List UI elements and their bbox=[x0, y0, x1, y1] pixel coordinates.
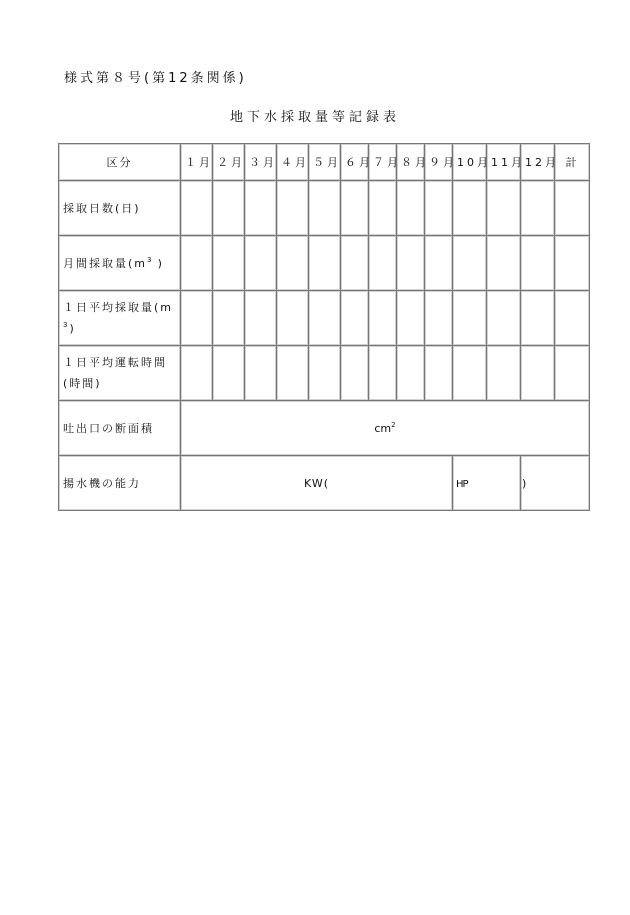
unit-text: cm bbox=[374, 421, 392, 435]
table-cell[interactable] bbox=[213, 236, 245, 291]
table-cell[interactable] bbox=[245, 291, 277, 346]
table-cell[interactable] bbox=[309, 236, 341, 291]
row-label-text: 月間採取量(m bbox=[63, 256, 148, 270]
row-label-monthly-volume bbox=[59, 236, 181, 291]
table-cell[interactable] bbox=[309, 291, 341, 346]
header-month-6: ６月 bbox=[341, 144, 369, 181]
table-cell[interactable] bbox=[245, 181, 277, 236]
table-cell[interactable] bbox=[397, 346, 425, 401]
table-cell[interactable] bbox=[425, 181, 453, 236]
table-cell[interactable] bbox=[213, 181, 245, 236]
header-month-8: ８月 bbox=[397, 144, 425, 181]
header-month-7: ７月 bbox=[369, 144, 397, 181]
table-cell[interactable] bbox=[453, 236, 487, 291]
table-cell[interactable] bbox=[369, 291, 397, 346]
table-row bbox=[59, 346, 590, 401]
table-cell[interactable] bbox=[555, 236, 590, 291]
row-label-daily-average-volume bbox=[59, 291, 181, 346]
table-cell[interactable] bbox=[425, 346, 453, 401]
table-cell[interactable] bbox=[277, 346, 309, 401]
header-total: 計 bbox=[555, 144, 590, 181]
table-cell[interactable] bbox=[181, 236, 213, 291]
table-cell[interactable] bbox=[369, 346, 397, 401]
table-row bbox=[59, 236, 590, 291]
table-cell[interactable] bbox=[487, 346, 521, 401]
row-label-pump-capacity: 揚水機の能力 bbox=[59, 456, 181, 511]
table-row bbox=[59, 291, 590, 346]
row-label-collection-days: 採取日数(日) bbox=[59, 181, 181, 236]
table-cell[interactable] bbox=[181, 291, 213, 346]
table-cell[interactable] bbox=[341, 236, 369, 291]
pump-close-cell bbox=[521, 456, 590, 511]
row-label-suffix: ) bbox=[153, 256, 164, 270]
pump-hp-value[interactable] bbox=[453, 456, 521, 511]
table-cell[interactable] bbox=[341, 181, 369, 236]
table-cell[interactable] bbox=[309, 181, 341, 236]
table-cell[interactable] bbox=[181, 181, 213, 236]
table-cell[interactable] bbox=[341, 291, 369, 346]
superscript: 2 bbox=[391, 420, 396, 429]
header-month-10: 10月 bbox=[453, 144, 487, 181]
row-label-suffix: ) bbox=[69, 322, 76, 335]
table-cell[interactable] bbox=[453, 181, 487, 236]
table-cell[interactable] bbox=[213, 291, 245, 346]
table-cell[interactable] bbox=[213, 346, 245, 401]
header-month-2: ２月 bbox=[213, 144, 245, 181]
table-cell[interactable] bbox=[277, 291, 309, 346]
header-category: 区分 bbox=[59, 144, 181, 181]
table-cell[interactable] bbox=[425, 291, 453, 346]
table-cell[interactable] bbox=[521, 181, 555, 236]
header-month-4: ４月 bbox=[277, 144, 309, 181]
table-cell[interactable] bbox=[521, 291, 555, 346]
superscript: 3 bbox=[147, 255, 154, 264]
outlet-area-value[interactable] bbox=[181, 401, 590, 456]
header-month-5: ５月 bbox=[309, 144, 341, 181]
row-label-outlet-area: 吐出口の断面積 bbox=[59, 401, 181, 456]
header-month-11: 11月 bbox=[487, 144, 521, 181]
form-title: 地下水採取量等記録表 bbox=[229, 110, 400, 125]
table-cell[interactable] bbox=[369, 181, 397, 236]
table-cell[interactable] bbox=[397, 181, 425, 236]
table-cell[interactable] bbox=[453, 346, 487, 401]
outlet-area-row bbox=[59, 401, 590, 456]
table-cell[interactable] bbox=[487, 181, 521, 236]
table-cell[interactable] bbox=[555, 291, 590, 346]
table-cell[interactable] bbox=[309, 346, 341, 401]
header-month-9: ９月 bbox=[425, 144, 453, 181]
kw-unit-text: KW( bbox=[304, 476, 329, 490]
table-cell[interactable] bbox=[555, 181, 590, 236]
header-month-3: ３月 bbox=[245, 144, 277, 181]
table-header-row bbox=[59, 144, 590, 181]
form-number: 様式第８号(第12条関係) bbox=[64, 71, 247, 86]
table-cell[interactable] bbox=[487, 291, 521, 346]
table-cell[interactable] bbox=[521, 236, 555, 291]
row-label-daily-average-hours: １日平均運転時間(時間) bbox=[59, 346, 181, 401]
header-month-12: 12月 bbox=[521, 144, 555, 181]
table-cell[interactable] bbox=[369, 236, 397, 291]
table-cell[interactable] bbox=[521, 346, 555, 401]
table-cell[interactable] bbox=[397, 291, 425, 346]
table-cell[interactable] bbox=[453, 291, 487, 346]
table-row bbox=[59, 181, 590, 236]
table-cell[interactable] bbox=[245, 346, 277, 401]
pump-kw-value[interactable] bbox=[181, 456, 453, 511]
table-cell[interactable] bbox=[425, 236, 453, 291]
table-cell[interactable] bbox=[277, 236, 309, 291]
table-cell[interactable] bbox=[341, 346, 369, 401]
table-cell[interactable] bbox=[555, 346, 590, 401]
table-cell[interactable] bbox=[397, 236, 425, 291]
groundwater-record-table bbox=[58, 143, 590, 511]
close-paren-text: ) bbox=[522, 476, 527, 490]
hp-unit-text: HP bbox=[456, 478, 468, 490]
row-label-text: １日平均採取量(m bbox=[63, 301, 174, 314]
table-cell[interactable] bbox=[277, 181, 309, 236]
table-cell[interactable] bbox=[487, 236, 521, 291]
pump-capacity-row bbox=[59, 456, 590, 511]
superscript: 3 bbox=[63, 321, 70, 329]
table-cell[interactable] bbox=[181, 346, 213, 401]
table-cell[interactable] bbox=[245, 236, 277, 291]
header-month-1: １月 bbox=[181, 144, 213, 181]
